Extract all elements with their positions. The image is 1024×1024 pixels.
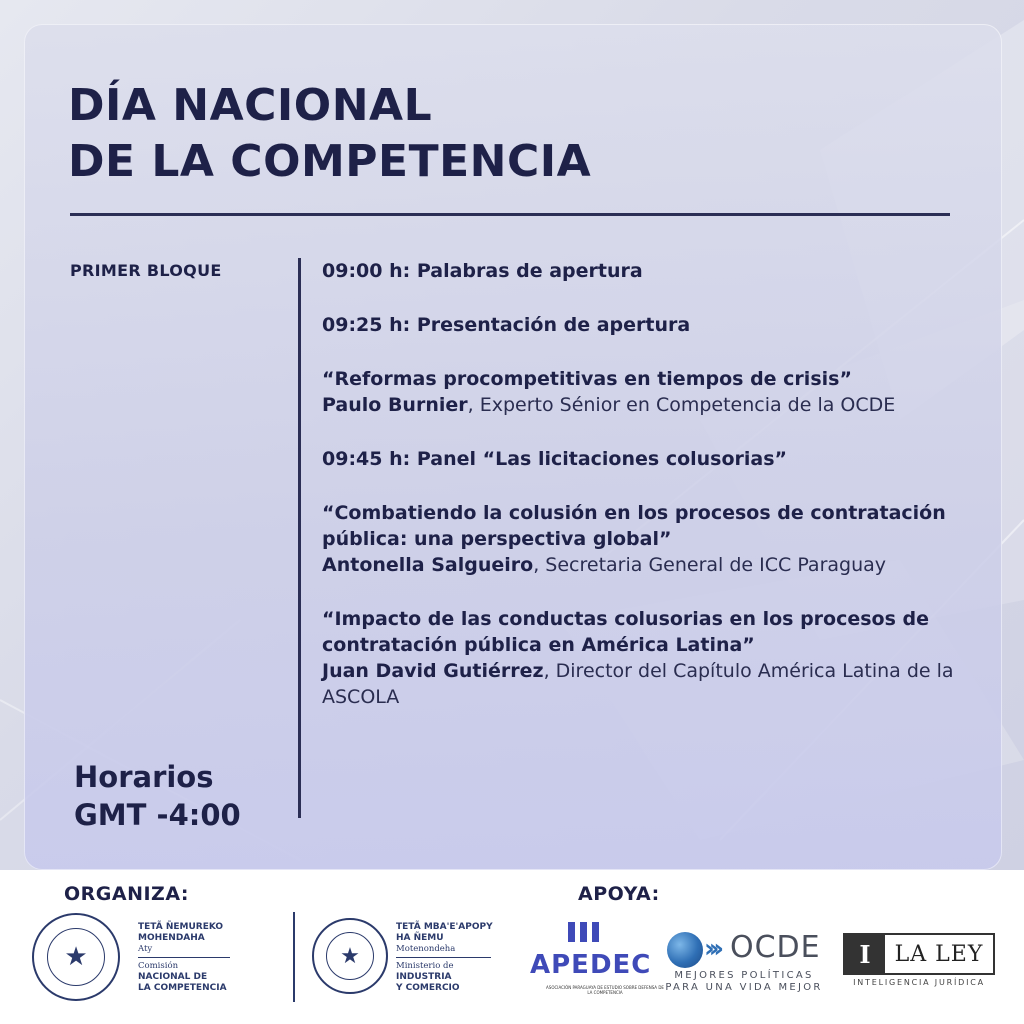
agenda-item-title: 09:00 h: Palabras de apertura xyxy=(322,260,643,282)
agenda-item-title: “Reformas procompetitivas en tiempos de crisis” xyxy=(322,368,852,390)
org1-line-1: TETÃ ÑEMUREKO xyxy=(138,922,224,932)
organiza-label: ORGANIZA: xyxy=(64,883,189,905)
timezone-note xyxy=(74,758,241,834)
ocde-tagline-1: MEJORES POLÍTICAS xyxy=(674,970,814,981)
apedec-subtitle: ASOCIACIÓN PARAGUAYA DE ESTUDIO SOBRE DEFENSA DE LA COMPETENCIA xyxy=(546,985,664,995)
org2-line-1: TETÃ MBA'E'APOPY xyxy=(396,922,493,932)
star-icon: ★ xyxy=(47,928,105,986)
org1-line-6: LA COMPETENCIA xyxy=(138,983,227,993)
laley-name: LA LEY xyxy=(894,941,984,967)
laley-tagline: INTELIGENCIA JURÍDICA xyxy=(853,978,985,987)
timezone-line-1: Horarios xyxy=(74,760,214,794)
agenda-item-title: 09:25 h: Presentación de apertura xyxy=(322,314,691,336)
paraguay-seal-logo xyxy=(312,918,388,994)
speaker-role: , Secretaria General de ICC Paraguay xyxy=(533,554,887,576)
agenda-item xyxy=(322,312,982,338)
org2-line-5: INDUSTRIA xyxy=(396,972,452,982)
org1-line-5: NACIONAL DE xyxy=(138,972,208,982)
agenda-item xyxy=(322,500,982,578)
page-title xyxy=(68,78,591,190)
agenda-item xyxy=(322,446,982,472)
laley-icon: I xyxy=(845,935,885,973)
title-line-2: DE LA COMPETENCIA xyxy=(68,136,592,187)
org1-line-4: Comisión xyxy=(138,961,179,971)
speaker-name: Paulo Burnier xyxy=(322,394,468,416)
footer-divider xyxy=(293,912,295,1002)
speaker-role: , Experto Sénior en Competencia de la OCDE xyxy=(467,394,896,416)
laley-logo xyxy=(843,933,995,975)
agenda-item-title: “Combatiendo la colusión en los procesos de contratación pública: una perspectiva global” xyxy=(322,502,946,550)
org2-text xyxy=(396,922,493,994)
org2-line-3: Motenondeha xyxy=(396,944,456,954)
timezone-line-2: GMT -4:00 xyxy=(74,798,241,832)
agenda-item-title: 09:45 h: Panel “Las licitaciones colusorias” xyxy=(322,448,788,470)
org1-line-3: Aty xyxy=(138,944,153,954)
ocde-logo: OCDE xyxy=(730,930,821,965)
paraguay-seal-logo xyxy=(32,913,120,1001)
title-line-1: DÍA NACIONAL xyxy=(68,80,433,131)
speaker-name: Antonella Salgueiro xyxy=(322,554,534,576)
org2-line-2: HA ÑEMU xyxy=(396,933,444,943)
chevrons-icon: ››› xyxy=(704,934,719,964)
apedec-bars-icon xyxy=(568,922,599,942)
org2-line-4: Ministerio de xyxy=(396,961,454,971)
org2-line-6: Y COMERCIO xyxy=(396,983,460,993)
ocde-tagline-2: PARA UNA VIDA MEJOR xyxy=(665,982,823,993)
agenda-item xyxy=(322,366,982,418)
title-divider xyxy=(70,213,950,216)
ocde-tagline xyxy=(664,970,824,994)
agenda-list xyxy=(322,258,982,738)
speaker-role: , Director del Capítulo América Latina de la ASCOLA xyxy=(322,660,954,708)
org1-text xyxy=(138,922,230,994)
agenda-item xyxy=(322,606,982,710)
block-label: PRIMER BLOQUE xyxy=(70,261,222,280)
org1-line-2: MOHENDAHA xyxy=(138,933,205,943)
agenda-item-title: “Impacto de las conductas colusorias en los procesos de contratación pública en América Latina” xyxy=(322,608,930,656)
apedec-logo: APEDEC xyxy=(530,950,652,980)
speaker-name: Juan David Gutiérrez xyxy=(322,660,544,682)
agenda-divider xyxy=(298,258,301,818)
agenda-item xyxy=(322,258,982,284)
star-icon: ★ xyxy=(326,932,374,980)
globe-icon xyxy=(667,932,703,968)
apoya-label: APOYA: xyxy=(578,883,660,905)
